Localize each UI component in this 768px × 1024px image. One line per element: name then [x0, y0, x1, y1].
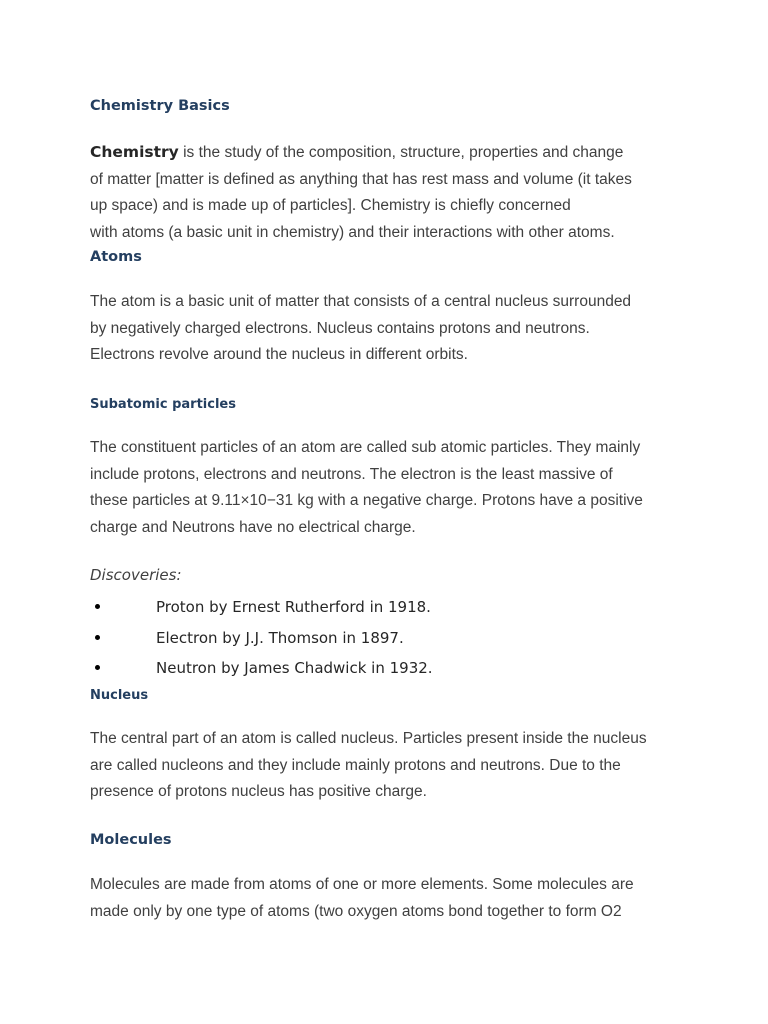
intro-lead-term: Chemistry [90, 143, 179, 161]
section-heading-molecules: Molecules [90, 832, 172, 848]
list-item-text: Neutron by James Chadwick in 1932. [156, 659, 433, 677]
nucleus-line-1: The central part of an atom is called nucleus. Particles present inside the nucleus [90, 730, 647, 747]
subatomic-line-1: The constituent particles of an atom are called sub atomic particles. They mainly [90, 439, 641, 456]
nucleus-line-2: are called nucleons and they include mainly protons and neutrons. Due to the [90, 756, 621, 774]
list-item [90, 625, 690, 656]
page-title: Chemistry Basics [90, 98, 230, 114]
intro-line-4: with atoms (a basic unit in chemistry) and their interactions with other atoms. [90, 223, 615, 241]
intro-paragraph [90, 139, 690, 246]
list-item-text: Proton by Ernest Rutherford in 1918. [156, 598, 431, 616]
bullet-icon [95, 665, 100, 670]
molecules-paragraph [90, 872, 690, 925]
atoms-paragraph [90, 289, 690, 369]
intro-line-2: of matter [matter is defined as anything that has rest mass and volume (it takes [90, 170, 632, 188]
atoms-line-3: Electrons revolve around the nucleus in different orbits. [90, 346, 468, 363]
intro-line-1-text: is the study of the composition, structure, properties and change [178, 144, 624, 161]
intro-line-1 [90, 139, 690, 167]
subatomic-line-3: these particles at 9.11×10−31 kg with a negative charge. Protons have a positive [90, 492, 643, 509]
bullet-icon [95, 604, 100, 609]
intro-line-3: up space) and is made up of particles]. Chemistry is chiefly concerned [90, 197, 571, 214]
subatomic-paragraph [90, 435, 690, 541]
list-item-text: Electron by J.J. Thomson in 1897. [156, 628, 404, 647]
atoms-line-1: The atom is a basic unit of matter that consists of a central nucleus surrounded [90, 293, 632, 310]
nucleus-paragraph [90, 726, 690, 806]
section-heading-atoms: Atoms [90, 249, 142, 265]
subatomic-line-2: include protons, electrons and neutrons. The electron is the least massive of [90, 465, 613, 483]
nucleus-line-3: presence of protons nucleus has positive charge. [90, 783, 427, 800]
list-item [90, 655, 690, 686]
discoveries-list [90, 594, 690, 686]
section-heading-nucleus: Nucleus [90, 688, 149, 703]
section-heading-subatomic: Subatomic particles [90, 397, 236, 412]
bullet-icon [95, 635, 100, 640]
discoveries-label: Discoveries: [90, 566, 182, 584]
molecules-line-1: Molecules are made from atoms of one or more elements. Some molecules are [90, 876, 634, 893]
subatomic-line-4: charge and Neutrons have no electrical charge. [90, 518, 416, 536]
molecules-line-2: made only by one type of atoms (two oxygen atoms bond together to form O2 [90, 902, 622, 920]
list-item [90, 594, 690, 625]
atoms-line-2: by negatively charged electrons. Nucleus contains protons and neutrons. [90, 319, 590, 337]
